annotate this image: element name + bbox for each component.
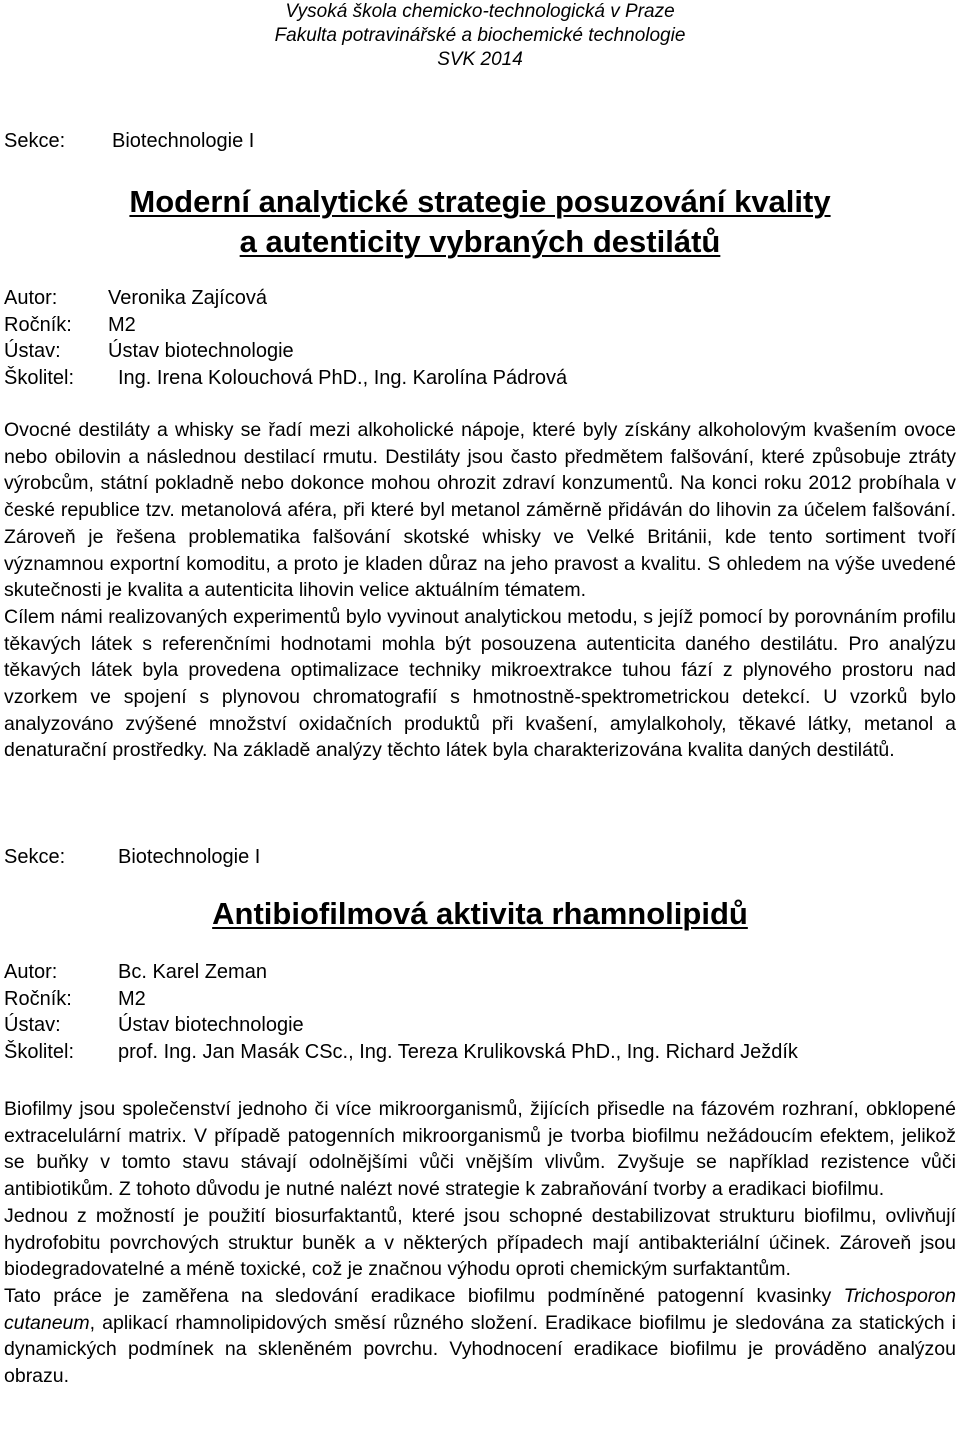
article1-meta bbox=[4, 285, 956, 391]
section-value: Biotechnologie I bbox=[112, 130, 255, 152]
article2-paragraph-2: Jednou z možností je použití biosurfaktantů, které jsou schopné destabilizovat strukturu biofilmu, ovlivňují hydrofobitu povrchových struktur buněk a v některých případech mají antibakteriální účinek. Zároveň jsou biodegradovatelné a méně toxické, což je značnou výhodu oproti chemickým surfaktantům. bbox=[4, 1204, 956, 1281]
meta-supervisor: Školitel: prof. Ing. Jan Masák CSc., Ing. Tereza Krulikovská PhD., Ing. Richard Ježdík bbox=[4, 1040, 798, 1063]
meta-author: Autor: Veronika Zajícová bbox=[4, 287, 267, 309]
article2-title-line: Antibiofilmová aktivita rhamnolipidů bbox=[212, 896, 748, 931]
section-value: Biotechnologie I bbox=[118, 846, 261, 868]
article1-section bbox=[4, 128, 956, 154]
article2-section bbox=[4, 844, 956, 870]
article2-paragraph-1: Biofilmy jsou společenství jednoho či více mikroorganismů, žijících přisedle na fázovém rozhraní, obklopené extracelulární matrix. V případě patogenních mikroorganismů je tvorba biofilmu nežádoucím efektem, jelikož se buňky v tomto stavu stávají odolnějšími vůči vnějším vlivům. Zvyšuje se například rezistence vůči antibiotikům. Z tohoto důvodu je nutné nalézt nové strategie k zabraňování tvorby a eradikaci biofilmu. bbox=[4, 1098, 956, 1201]
article1-paragraph-1: Ovocné destiláty a whisky se řadí mezi alkoholické nápoje, které byly získány alkoholovým kvašením ovoce nebo obilovin a následnou destilací rmutu. Destiláty jsou často předmětem falšování, které způsobuje ztráty výrobcům, státní pokladně nebo dokonce mohou ohrozit zdraví konzumentů. Na konci roku 2012 probíhala v české republice tzv. metanolová aféra, při které byl metanol záměrně přidáván do lihovin za účelem falšování. Zároveň je řešena problematika falšování skotské whisky ve Velké Británii, kde tento sortiment tvoří významnou exportní komoditu, a proto je kladen důraz na jeho pravost a kvalitu. S ohledem na výše uvedené skutečnosti je kvalita a autenticita lihovin velice aktuálním tématem. bbox=[4, 419, 956, 602]
section-label: Sekce: bbox=[4, 130, 66, 152]
document-header bbox=[4, 0, 956, 72]
species-name: Trichosporon cutaneum bbox=[4, 1284, 956, 1334]
meta-institute: Ústav: Ústav biotechnologie bbox=[4, 340, 294, 362]
paragraph-text: Tato práce je zaměřena na sledování eradikace biofilmu podmíněné patogenní kvasinky bbox=[4, 1284, 844, 1307]
meta-year: Ročník: M2 bbox=[4, 313, 136, 336]
meta-institute: Ústav: Ústav biotechnologie bbox=[4, 1014, 304, 1036]
meta-supervisor: Školitel: Ing. Irena Kolouchová PhD., Ing. Karolína Pádrová bbox=[4, 366, 568, 389]
article2-title bbox=[4, 894, 956, 934]
article1-abstract bbox=[4, 417, 956, 764]
article1-title-line1: Moderní analytické strategie posuzování kvality bbox=[129, 184, 831, 219]
article2-meta bbox=[4, 959, 956, 1065]
section-label: Sekce: bbox=[4, 846, 66, 868]
article1-title bbox=[4, 182, 956, 262]
header-conference: SVK 2014 bbox=[437, 49, 523, 70]
article1-title-line2: a autenticity vybraných destilátů bbox=[239, 224, 721, 259]
article1-paragraph-2: Cílem námi realizovaných experimentů bylo vyvinout analytickou metodu, s jejíž pomocí by porovnáním profilu těkavých látek s referenčními hodnotami mohla být posouzena autenticita daného destilátu. Pro analýzu těkavých látek byla provedena optimalizace techniky mikroextrakce tuhou fází z plynového prostoru nad vzorkem ve spojení s plynovou chromatografií s hmotnostně-spektrometrickou detekcí. U vzorků bylo analyzováno zvýšené množství oxidačních produktů při kvašení, amylalkoholy, těkavé látky, metanol a denaturační prostředky. Na základě analýzy těchto látek byla charakterizována kvalita daných destilátů. bbox=[4, 605, 956, 762]
header-faculty: Fakulta potravinářské a biochemické technologie bbox=[274, 25, 686, 46]
paragraph-text: , aplikací rhamnolipidových směsí různého složení. Eradikace biofilmu je sledována za statických i dynamických podmínek na skleněném povrchu. Vyhodnocení eradikace biofilmu je prováděno analýzou obrazu. bbox=[4, 1311, 956, 1388]
meta-author: Autor: Bc. Karel Zeman bbox=[4, 961, 267, 983]
article2-paragraph-3 bbox=[4, 1283, 956, 1390]
article2-abstract bbox=[4, 1096, 956, 1390]
header-university: Vysoká škola chemicko-technologická v Praze bbox=[285, 1, 675, 22]
meta-year: Ročník: M2 bbox=[4, 987, 146, 1010]
